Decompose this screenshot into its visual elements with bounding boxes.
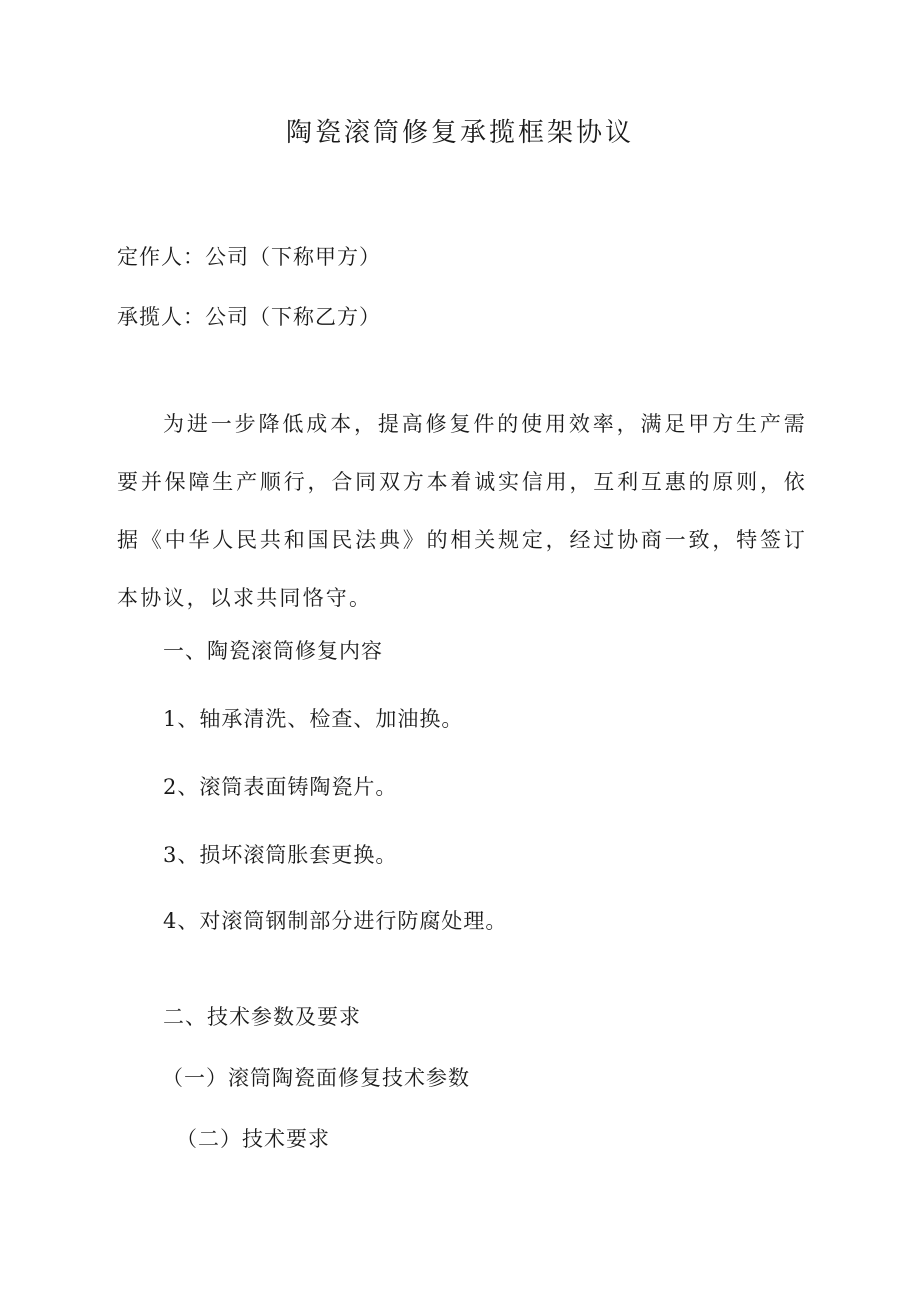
party-owner: 定作人：公司（下称甲方） [117, 245, 381, 269]
intro-paragraph: 为进一步降低成本，提高修复件的使用效率，满足甲方生产需要并保障生产顺行，合同双方本着诚实信用，互利互惠的原则，依据《中华人民共和国民法典》的相关规定，经过协商一致，特签订本协议，以求共同恪守。 [117, 412, 807, 610]
section1-item-2: 2、滚筒表面铸陶瓷片。 [163, 775, 398, 799]
section2-sub2: （二）技术要求 [176, 1127, 330, 1151]
section1-item-4: 4、对滚筒钢制部分进行防腐处理。 [163, 909, 508, 933]
section2-sub1: （一）滚筒陶瓷面修复技术参数 [162, 1066, 470, 1090]
document-title: 陶瓷滚筒修复承揽框架协议 [285, 118, 634, 148]
section1-item-1: 1、轴承清洗、检查、加油换。 [163, 707, 464, 731]
party-contractor: 承揽人：公司（下称乙方） [117, 305, 381, 329]
section1-item-3: 3、损坏滚筒胀套更换。 [163, 843, 398, 867]
section1-heading: 一、陶瓷滚筒修复内容 [163, 639, 383, 663]
section2-heading: 二、技术参数及要求 [163, 1005, 361, 1029]
